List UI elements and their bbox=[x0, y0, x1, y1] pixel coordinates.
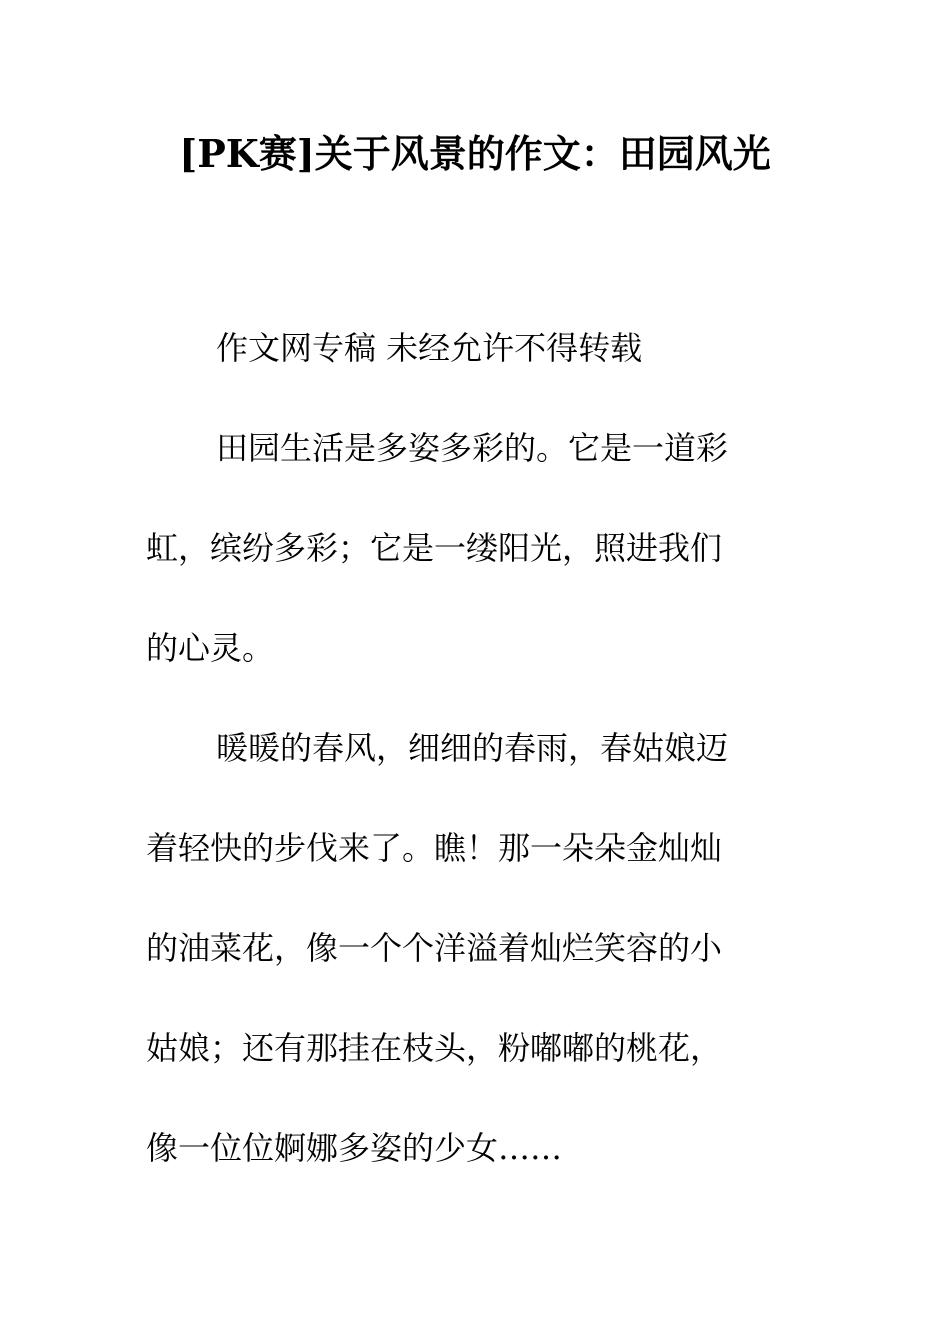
text-line: 着轻快的步伐来了。瞧！那一朵朵金灿灿 bbox=[146, 829, 723, 867]
text-line: 的心灵。 bbox=[146, 629, 275, 667]
text-line: 的油菜花，像一个个洋溢着灿烂笑容的小 bbox=[146, 929, 723, 967]
text-line: 姑娘；还有那挂在枝头，粉嘟嘟的桃花， bbox=[146, 1029, 723, 1067]
paragraph-intro bbox=[146, 398, 786, 698]
document-body bbox=[146, 298, 786, 1198]
paragraph-spring bbox=[146, 698, 786, 1198]
text-line: 暖暖的春风，细细的春雨，春姑娘迈 bbox=[216, 729, 729, 767]
text-line: 像一位位婀娜多姿的少女…… bbox=[146, 1129, 563, 1167]
text-line: 作文网专稿 未经允许不得转载 bbox=[216, 329, 643, 367]
document-title: [PK赛]关于风景的作文：田园风光 bbox=[179, 131, 771, 176]
text-line: 虹，缤纷多彩；它是一缕阳光，照进我们 bbox=[146, 529, 723, 567]
text-line: 田园生活是多姿多彩的。它是一道彩 bbox=[216, 429, 729, 467]
paragraph-copyright-notice bbox=[146, 298, 786, 398]
